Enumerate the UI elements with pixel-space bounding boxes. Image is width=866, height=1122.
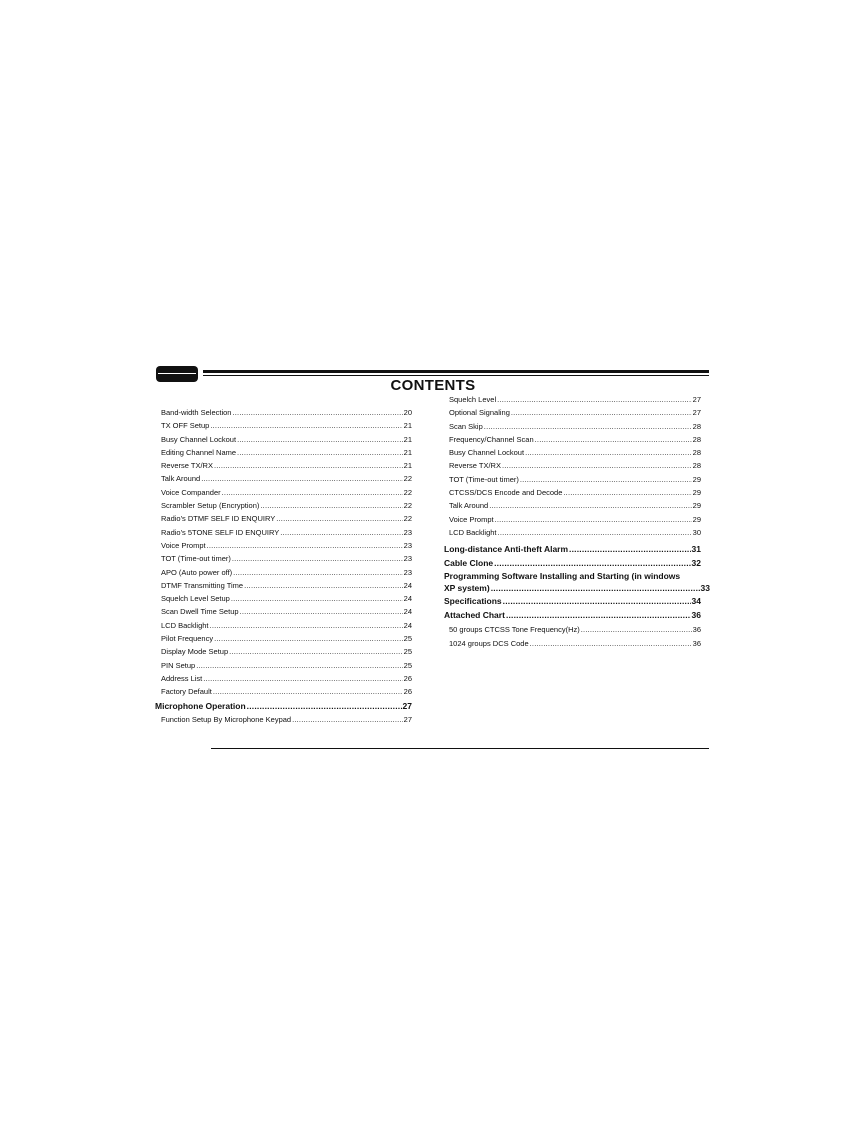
toc-entry-title: TX OFF Setup (161, 421, 210, 431)
toc-entry[interactable] (161, 433, 412, 446)
toc-page-number: 20 (403, 408, 412, 417)
toc-entry[interactable] (161, 539, 412, 552)
toc-entry[interactable] (161, 659, 412, 672)
toc-entry[interactable] (161, 592, 412, 605)
toc-entry-title: DTMF Transmitting Time (161, 580, 244, 590)
toc-entry-title: Function Setup By Microphone Keypad (161, 714, 292, 724)
toc-entry[interactable] (449, 393, 701, 406)
toc-page-number: 33 (700, 583, 710, 594)
toc-entry-title: Talk Around (161, 474, 201, 484)
toc-entry[interactable] (161, 499, 412, 512)
toc-entry[interactable] (161, 579, 412, 592)
dot-leader (292, 713, 403, 726)
dot-leader (237, 446, 403, 459)
toc-entry[interactable] (161, 619, 412, 632)
dot-leader (569, 542, 690, 556)
toc-entry[interactable] (449, 459, 701, 472)
toc-entry[interactable] (161, 672, 412, 685)
toc-entry[interactable] (449, 623, 701, 636)
dot-leader (196, 659, 402, 672)
dot-leader (535, 433, 692, 446)
toc-entry-title: Radio's 5TONE SELF ID ENQUIRY (161, 527, 280, 537)
toc-page-number: 26 (403, 687, 412, 697)
dot-leader (511, 406, 692, 419)
dot-leader (563, 486, 691, 499)
dot-leader (210, 619, 403, 632)
toc-entry-title: APO (Auto power off) (161, 567, 233, 577)
toc-entry-title: Pilot Frequency (161, 634, 214, 644)
page-title: CONTENTS (390, 377, 476, 394)
toc-page-number: 21 (403, 461, 412, 471)
toc-entry-title: TOT (Time-out timer) (161, 554, 231, 564)
toc-entry-title: Editing Channel Name (161, 447, 237, 457)
dot-leader (497, 393, 692, 406)
toc-entry-title: Long-distance Anti-theft Alarm (444, 544, 569, 555)
toc-entry[interactable] (161, 419, 412, 432)
toc-entry-title: Display Mode Setup (161, 647, 229, 657)
dot-leader (484, 420, 692, 433)
toc-entry[interactable] (449, 499, 701, 512)
toc-section-heading[interactable] (444, 608, 701, 622)
toc-page-number: 22 (403, 487, 412, 497)
toc-entry-title: Cable Clone (444, 558, 494, 569)
toc-page-number: 32 (691, 558, 701, 569)
header-rule (203, 370, 709, 373)
toc-page-number: 23 (403, 540, 412, 550)
toc-page-number: 27 (692, 395, 701, 404)
toc-entry[interactable] (449, 420, 701, 433)
dot-leader (503, 594, 691, 608)
dot-leader (280, 526, 402, 539)
toc-page-number: 34 (691, 596, 701, 607)
toc-entry[interactable] (161, 713, 412, 726)
toc-section-heading[interactable] (444, 542, 701, 556)
toc-entry[interactable] (161, 552, 412, 565)
toc-page-number: 27 (692, 408, 701, 418)
toc-entry[interactable] (449, 406, 701, 419)
toc-entry-title: Squelch Level (449, 395, 497, 404)
toc-entry-title: LCD Backlight (449, 527, 497, 537)
toc-entry[interactable] (449, 513, 701, 526)
toc-entry-title: Specifications (444, 596, 502, 607)
toc-page-number: 36 (692, 638, 701, 648)
toc-entry-title: Voice Prompt (449, 514, 494, 524)
toc-page-number: 23 (403, 527, 412, 537)
toc-entry[interactable] (161, 406, 412, 419)
toc-page-number: 24 (403, 607, 412, 617)
dot-leader (213, 685, 403, 698)
toc-page-number: 28 (692, 421, 701, 431)
dot-leader (530, 637, 692, 650)
toc-entry-title: 1024 groups DCS Code (449, 638, 529, 648)
toc-entry[interactable] (161, 685, 412, 698)
toc-page-number: 24 (403, 580, 412, 590)
dot-leader (203, 672, 402, 685)
toc-page-number: 22 (403, 501, 412, 511)
toc-entry[interactable] (161, 472, 412, 485)
toc-entry-title: Reverse TX/RX (449, 461, 501, 471)
toc-entry-title: TOT (Time-out timer) (449, 474, 519, 484)
dot-leader (498, 526, 692, 539)
toc-section-heading[interactable] (444, 556, 701, 570)
toc-page-number: 30 (692, 527, 701, 537)
toc-entry-title: Voice Compander (161, 487, 221, 497)
toc-entry-title: Talk Around (449, 501, 489, 511)
dot-leader (260, 499, 402, 512)
toc-heading-line: Programming Software Installing and Starting (in windows (444, 571, 681, 582)
toc-entry[interactable] (161, 526, 412, 539)
toc-entry-title: Frequency/Channel Scan (449, 434, 534, 444)
toc-page-number: 29 (692, 501, 701, 511)
toc-page-number: 29 (692, 474, 701, 484)
toc-entry[interactable] (449, 446, 701, 459)
toc-entry-title: Band-width Selection (161, 408, 232, 417)
toc-entry-title: Squelch Level Setup (161, 594, 230, 604)
dot-leader (581, 623, 692, 636)
toc-entry-title: Busy Channel Lockout (449, 448, 525, 458)
dot-leader (520, 473, 692, 486)
toc-page-number: 22 (403, 514, 412, 524)
dot-leader (207, 539, 403, 552)
dot-leader (494, 556, 690, 570)
toc-entry-title: Scan Dwell Time Setup (161, 607, 239, 617)
toc-page-number: 27 (402, 700, 412, 711)
dot-leader (244, 579, 403, 592)
toc-entry[interactable] (161, 512, 412, 525)
dot-leader (222, 486, 403, 499)
dot-leader (232, 552, 403, 565)
toc-entry[interactable] (449, 473, 701, 486)
toc-entry-title: Microphone Operation (155, 700, 246, 711)
toc-entry-title: CTCSS/DCS Encode and Decode (449, 488, 563, 498)
toc-page-number: 36 (691, 610, 701, 621)
toc-entry-title: Scrambler Setup (Encryption) (161, 501, 260, 511)
dot-leader (502, 459, 692, 472)
toc-page-number: 22 (403, 474, 412, 484)
toc-entry-title: Voice Prompt (161, 540, 206, 550)
toc-heading-line: XP system) (444, 583, 490, 594)
toc-entry[interactable] (161, 605, 412, 618)
toc-page-number: 25 (403, 647, 412, 657)
toc-page-number: 26 (403, 673, 412, 683)
toc-page-number: 23 (403, 554, 412, 564)
dot-leader (489, 499, 691, 512)
dot-leader (233, 566, 403, 579)
dot-leader (491, 582, 700, 594)
dot-leader (495, 513, 692, 526)
toc-section-heading[interactable] (155, 699, 412, 713)
toc-page-number: 24 (403, 594, 412, 604)
toc-section-heading[interactable] (444, 570, 710, 594)
dot-leader (232, 406, 402, 419)
toc-entry[interactable] (449, 637, 701, 650)
toc-entry[interactable] (161, 645, 412, 658)
toc-page-number: 25 (403, 634, 412, 644)
toc-page-number: 27 (403, 714, 412, 724)
toc-entry-title: Busy Channel Lockout (161, 434, 237, 444)
dot-leader (214, 632, 403, 645)
toc-entry-title: Reverse TX/RX (161, 461, 213, 471)
toc-entry[interactable] (449, 486, 701, 499)
toc-entry[interactable] (161, 459, 412, 472)
toc-page-number: 28 (692, 461, 701, 471)
dot-leader (237, 433, 403, 446)
toc-left-column (155, 406, 412, 726)
toc-page-number: 25 (403, 660, 412, 670)
toc-entry-title: Scan Skip (449, 421, 483, 431)
toc-entry-title: Radio's DTMF SELF ID ENQUIRY (161, 514, 276, 524)
toc-page-number: 29 (692, 488, 701, 498)
dot-leader (525, 446, 692, 459)
toc-entry[interactable] (161, 486, 412, 499)
toc-page-number: 24 (403, 620, 412, 630)
dot-leader (201, 472, 402, 485)
toc-entry-title: Factory Default (161, 687, 212, 697)
toc-entry[interactable] (449, 433, 701, 446)
dot-leader (240, 605, 403, 618)
toc-entry[interactable] (161, 632, 412, 645)
toc-page-number: 28 (692, 434, 701, 444)
toc-entry-title: PIN Setup (161, 660, 196, 670)
toc-section-heading[interactable] (444, 594, 701, 608)
toc-page-number: 36 (692, 625, 701, 635)
toc-entry-title: LCD Backlight (161, 620, 209, 630)
dot-leader (247, 699, 402, 713)
toc-page-number: 29 (692, 514, 701, 524)
footer-rule (211, 748, 709, 749)
dot-leader (231, 592, 403, 605)
toc-right-column (444, 393, 710, 650)
toc-page-number: 23 (403, 567, 412, 577)
toc-page-number: 31 (691, 544, 701, 555)
dot-leader (229, 645, 403, 658)
dot-leader (210, 419, 402, 432)
toc-entry-title: Attached Chart (444, 610, 505, 621)
toc-page-number: 21 (403, 447, 412, 457)
toc-entry-title: Optional Signaling (449, 408, 510, 418)
dot-leader (506, 608, 691, 622)
toc-entry-title: 50 groups CTCSS Tone Frequency(Hz) (449, 625, 580, 635)
toc-page-number: 21 (403, 421, 412, 431)
toc-entry-title: Address List (161, 673, 203, 683)
toc-entry[interactable] (161, 566, 412, 579)
toc-entry[interactable] (449, 526, 701, 539)
toc-page-number: 21 (403, 434, 412, 444)
dot-leader (276, 512, 402, 525)
dot-leader (214, 459, 403, 472)
toc-entry[interactable] (161, 446, 412, 459)
toc-page-number: 28 (692, 448, 701, 458)
